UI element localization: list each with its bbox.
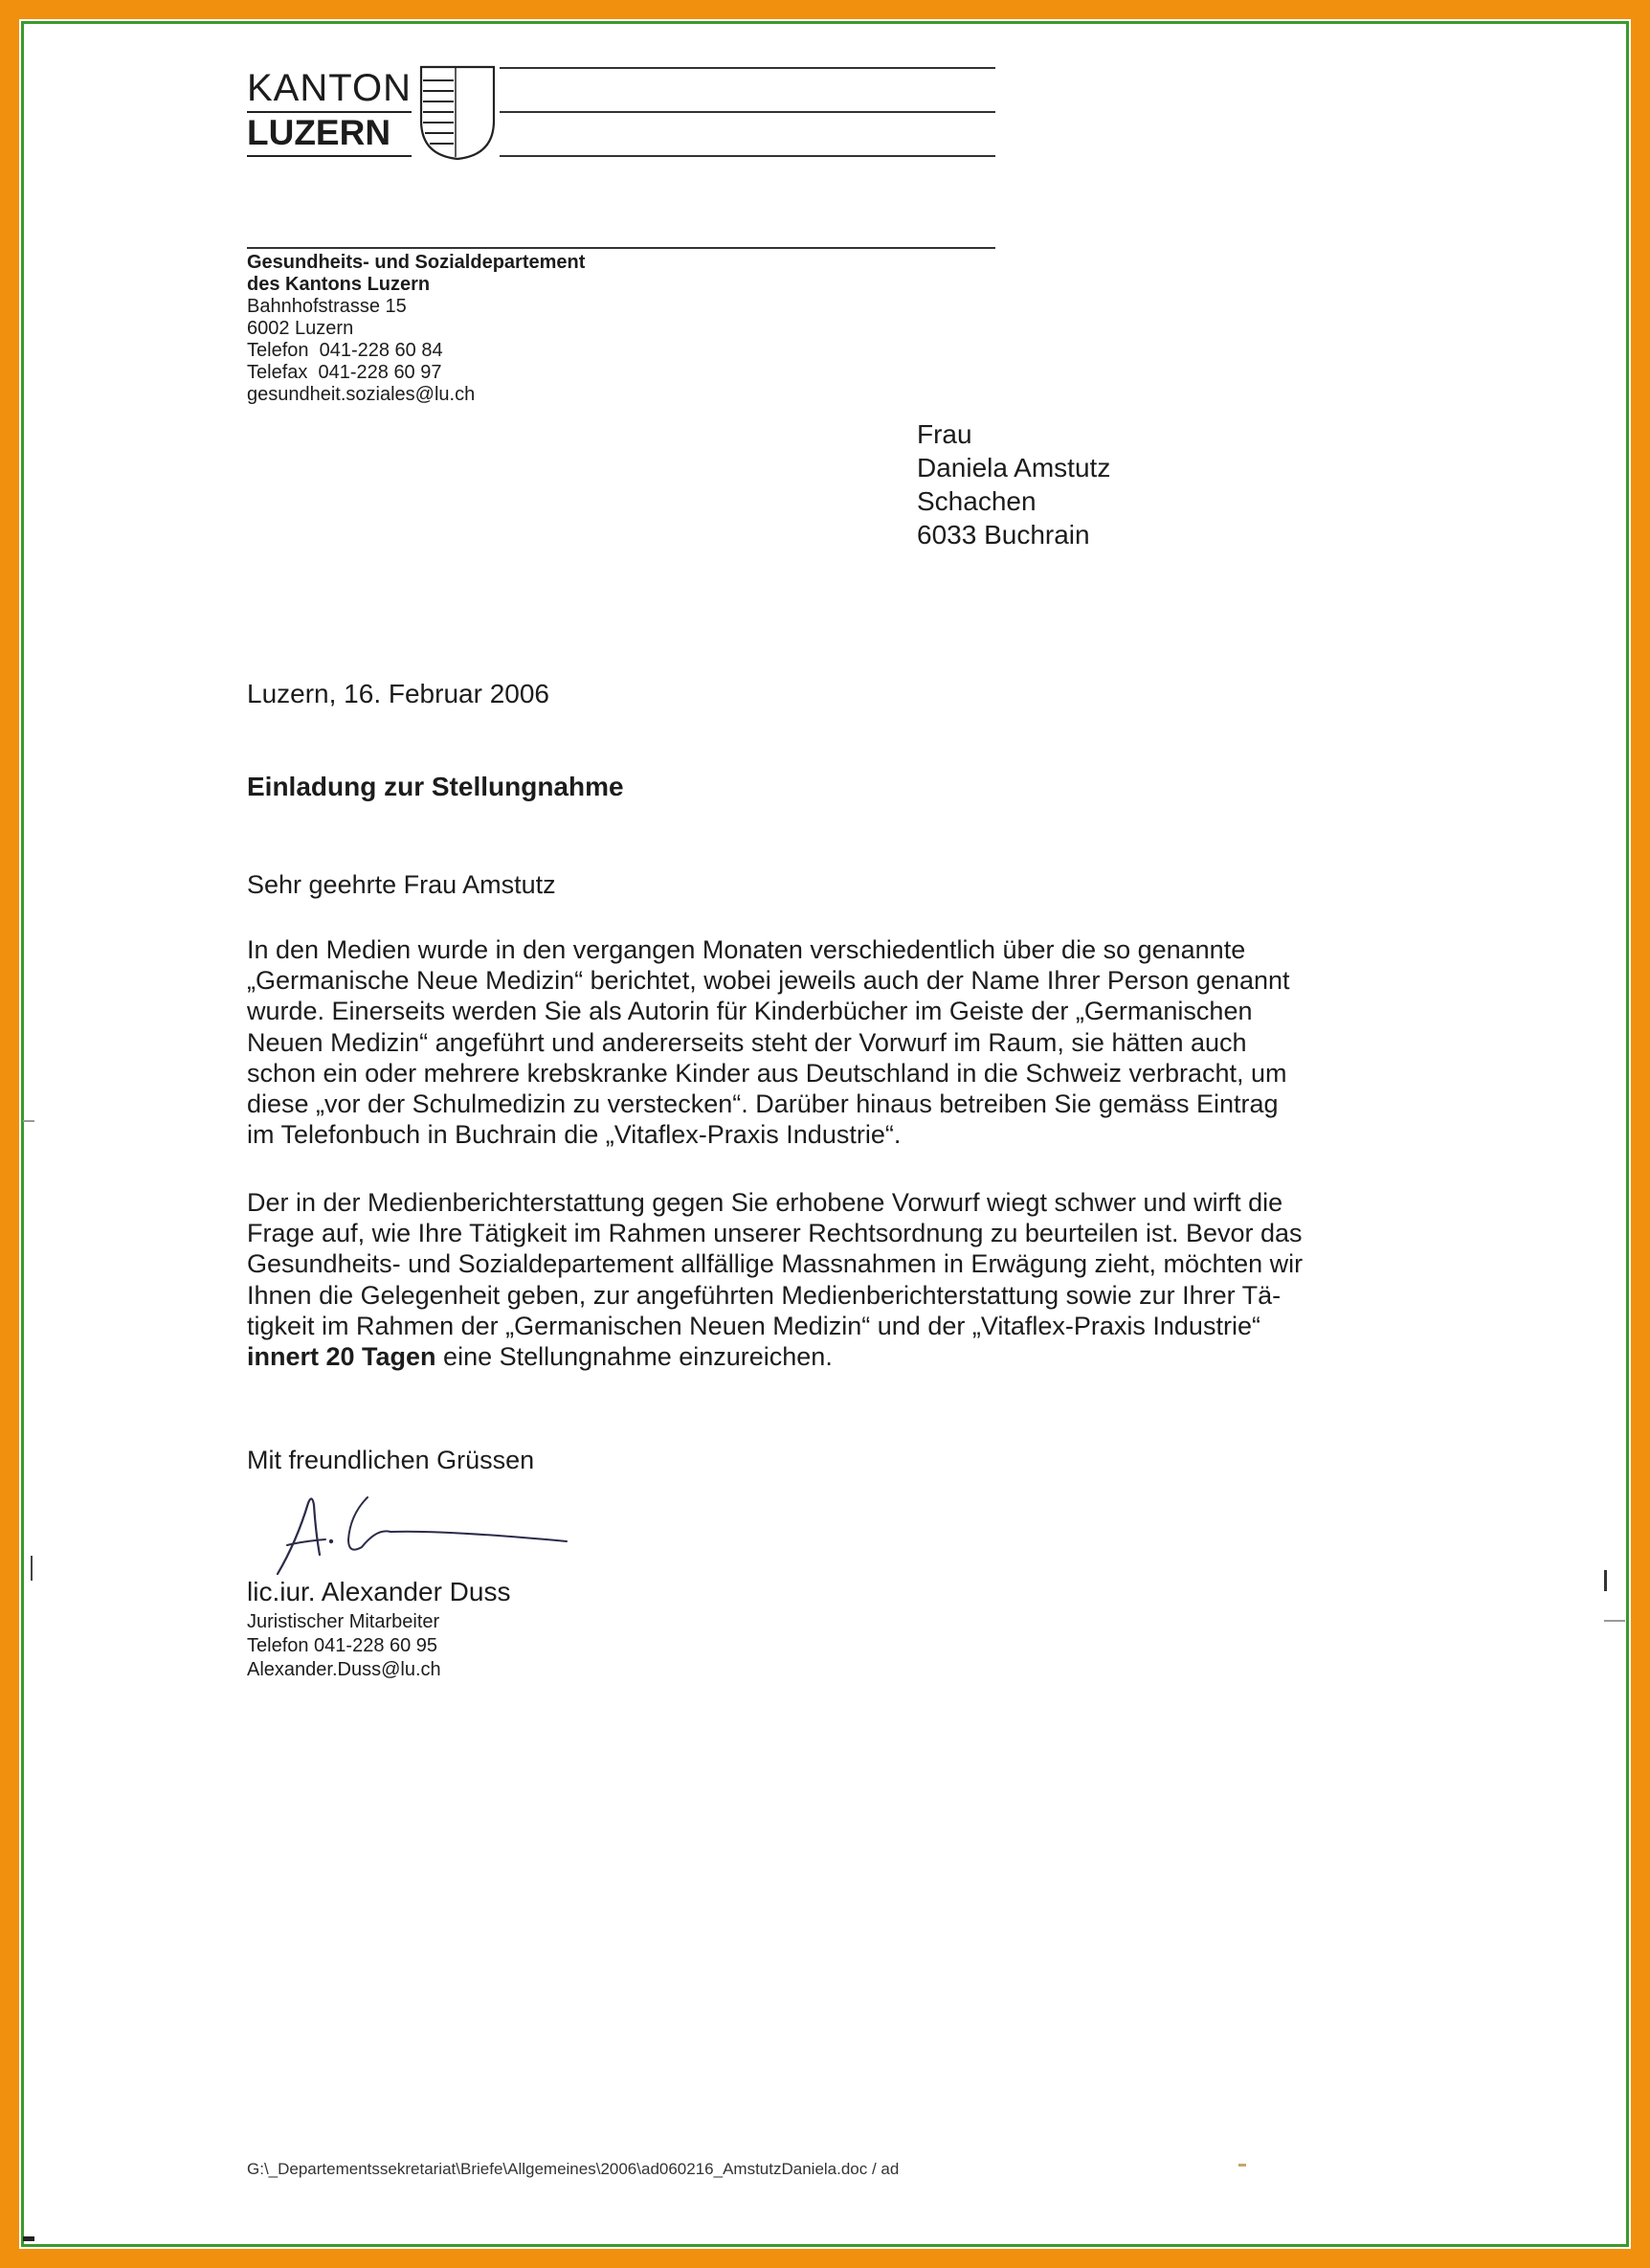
- handwritten-signature: [270, 1486, 576, 1582]
- scan-artifact: [31, 1556, 33, 1581]
- sender-phone: Telefon 041-228 60 84: [247, 340, 443, 361]
- letterhead-line-1: [500, 67, 995, 69]
- sender-block: [247, 252, 585, 406]
- paragraph-line: Ihnen die Gelegenheit geben, zur angeführten Medienberichterstattung sowie zur Ihrer Tä-: [247, 1280, 1282, 1310]
- paragraph-line: Gesundheits- und Sozialdepartement allfällige Massnahmen in Erwägung zieht, möchten wir: [247, 1249, 1304, 1279]
- signer-details: [247, 1610, 441, 1682]
- paragraph-line: diese „vor der Schulmedizin zu verstecken“. Darüber hinaus betreiben Sie gemäss Eintrag: [247, 1089, 1279, 1119]
- sender-department-line1: Gesundheits- und Sozialdepartement: [247, 252, 586, 273]
- paragraph-line: Neuen Medizin“ angeführt und andererseits steht der Vorwurf im Raum, sie hätten auch: [247, 1027, 1247, 1057]
- body-paragraph-1: [247, 934, 1510, 1150]
- sender-divider: [247, 247, 995, 249]
- letterhead-line-3: [500, 155, 995, 157]
- scan-artifact: [1604, 1570, 1607, 1591]
- paragraph-line: schon ein oder mehrere krebskranke Kinder aus Deutschland in die Schweiz verbracht, um: [247, 1058, 1287, 1088]
- letter-salutation: Sehr geehrte Frau Amstutz: [247, 870, 556, 899]
- scan-artifact: [1238, 2164, 1246, 2167]
- recipient-name: Daniela Amstutz: [917, 453, 1111, 483]
- logo-line-kanton: KANTON: [247, 67, 412, 109]
- paragraph-line: In den Medien wurde in den vergangen Monaten verschiedentlich über die so genannte: [247, 935, 1246, 964]
- signer-title: Juristischer Mitarbeiter: [247, 1611, 440, 1632]
- recipient-city: 6033 Buchrain: [917, 520, 1090, 550]
- letterhead-line-2: [500, 111, 995, 113]
- closing-greeting: Mit freundlichen Grüssen: [247, 1446, 535, 1474]
- signer-name: lic.iur. Alexander Duss: [247, 1577, 511, 1606]
- sender-city: 6002 Luzern: [247, 318, 354, 339]
- paragraph-line: im Telefonbuch in Buchrain die „Vitaflex-Praxis Industrie“.: [247, 1120, 902, 1150]
- sender-fax: Telefax 041-228 60 97: [247, 362, 442, 383]
- sender-department-line2: des Kantons Luzern: [247, 274, 431, 295]
- paragraph-last-line: [247, 1341, 1510, 1372]
- coat-of-arms-icon: [419, 65, 496, 161]
- deadline-emphasis: innert 20 Tagen: [247, 1342, 436, 1372]
- recipient-salutation: Frau: [917, 419, 972, 449]
- paragraph-line: wurde. Einerseits werden Sie als Autorin für Kinderbücher im Geiste der „Germanischen: [247, 997, 1253, 1026]
- recipient-block: [917, 417, 1110, 551]
- signer-phone: Telefon 041-228 60 95: [247, 1635, 438, 1656]
- paragraph-last-line-rest: eine Stellungnahme einzureichen.: [435, 1342, 833, 1372]
- recipient-street: Schachen: [917, 486, 1037, 516]
- scan-artifact: [23, 1120, 34, 1122]
- scan-artifact: [1604, 1620, 1625, 1622]
- body-paragraph-2: [247, 1187, 1510, 1372]
- footer-file-path: G:\_Departementssekretariat\Briefe\Allgemeines\2006\ad060216_AmstutzDaniela.doc / ad: [247, 2160, 900, 2178]
- paragraph-line: „Germanische Neue Medizin“ berichtet, wobei jeweils auch der Name Ihrer Person genannt: [247, 966, 1290, 996]
- logo-line-luzern: LUZERN: [247, 113, 391, 152]
- letter-date: Luzern, 16. Februar 2006: [247, 679, 549, 708]
- paragraph-line: tigkeit im Rahmen der „Germanischen Neuen Medizin“ und der „Vitaflex-Praxis Industrie“: [247, 1311, 1260, 1340]
- logo-rule-bottom: [247, 155, 412, 157]
- letter-subject: Einladung zur Stellungnahme: [247, 772, 624, 801]
- sender-email: gesundheit.soziales@lu.ch: [247, 384, 476, 405]
- scan-artifact: [23, 2236, 34, 2241]
- signer-email: Alexander.Duss@lu.ch: [247, 1659, 441, 1680]
- paragraph-line: Der in der Medienberichterstattung gegen Sie erhobene Vorwurf wiegt schwer und wirft die: [247, 1188, 1283, 1217]
- paragraph-line: Frage auf, wie Ihre Tätigkeit im Rahmen unserer Rechtsordnung zu beurteilen ist. Bevor das: [247, 1219, 1303, 1248]
- sender-street: Bahnhofstrasse 15: [247, 296, 407, 317]
